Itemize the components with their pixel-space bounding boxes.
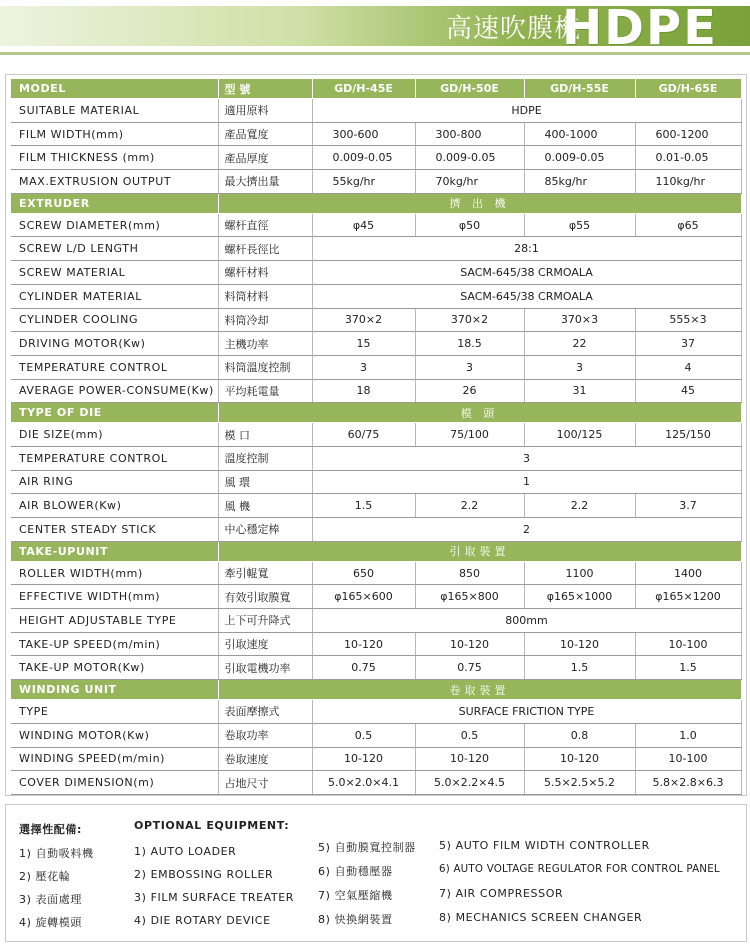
value-cell: 370×3 <box>524 308 635 332</box>
value-cell: 555×3 <box>635 308 741 332</box>
spec-row <box>11 723 741 747</box>
row-label-en: TYPE OF DIE <box>11 403 218 423</box>
row-label-cn: 螺杆長徑比 <box>218 237 312 261</box>
spec-row <box>11 122 741 146</box>
value-cell: 850 <box>415 561 524 585</box>
optional-en-item: 5) AUTO FILM WIDTH CONTROLLER <box>439 839 650 852</box>
row-label-cn: 型 號 <box>218 79 312 99</box>
row-label-en: CYLINDER COOLING <box>11 308 218 332</box>
spec-row <box>11 355 741 379</box>
row-label-cn: 中心穩定棒 <box>218 518 312 542</box>
row-label-en: CENTER STEADY STICK <box>11 518 218 542</box>
optional-en-item: 1) AUTO LOADER <box>134 845 237 858</box>
row-label-en: AIR BLOWER(Kw) <box>11 494 218 518</box>
value-cell: 400-1000 <box>524 122 635 146</box>
row-label-en: CYLINDER MATERIAL <box>11 284 218 308</box>
section-label-cn: 模 頭 <box>218 403 741 423</box>
value-cell: φ45 <box>312 213 415 237</box>
value-cell: φ165×1000 <box>524 585 635 609</box>
value-cell: φ55 <box>524 213 635 237</box>
row-label-cn: 風 環 <box>218 470 312 494</box>
value-cell: 18.5 <box>415 332 524 356</box>
spec-row <box>11 632 741 656</box>
value-cell-merged: 3 <box>312 446 741 470</box>
row-label-en: MODEL <box>11 79 218 99</box>
row-label-cn: 風 機 <box>218 494 312 518</box>
row-label-en: DRIVING MOTOR(Kw) <box>11 332 218 356</box>
value-cell: 5.8×2.8×6.3 <box>635 771 741 795</box>
section-label-cn: 引取裝置 <box>218 541 741 561</box>
value-cell-merged: 1 <box>312 470 741 494</box>
row-label-cn: 平均耗電量 <box>218 379 312 403</box>
value-cell: 10-120 <box>312 632 415 656</box>
value-cell: 3 <box>312 355 415 379</box>
row-label-cn: 料筒溫度控制 <box>218 355 312 379</box>
value-cell: 300-800 <box>415 122 524 146</box>
optional-cn-item: 1) 自動吸料機 <box>19 847 94 860</box>
value-cell: 75/100 <box>415 423 524 447</box>
value-cell: 10-120 <box>312 747 415 771</box>
row-label-en: ROLLER WIDTH(mm) <box>11 561 218 585</box>
row-label-cn: 模 口 <box>218 423 312 447</box>
row-label-en: DIE SIZE(mm) <box>11 423 218 447</box>
value-cell: 1.0 <box>635 723 741 747</box>
value-cell-merged: 800mm <box>312 609 741 633</box>
value-cell: 650 <box>312 561 415 585</box>
value-cell: 125/150 <box>635 423 741 447</box>
row-label-cn: 牽引輥寬 <box>218 561 312 585</box>
spec-row <box>11 609 741 633</box>
row-label-en: WINDING MOTOR(Kw) <box>11 723 218 747</box>
row-label-cn: 產品寬度 <box>218 122 312 146</box>
model-header-cell: GD/H-45E <box>312 79 415 99</box>
optional-cn-item: 3) 表面處理 <box>19 893 82 906</box>
value-cell-merged: SACM-645/38 CRMOALA <box>312 284 741 308</box>
value-cell-merged: HDPE <box>312 99 741 123</box>
value-cell: 0.8 <box>524 723 635 747</box>
row-label-en: TAKE-UPUNIT <box>11 541 218 561</box>
row-label-en: SCREW DIAMETER(mm) <box>11 213 218 237</box>
section-header-row <box>11 79 741 99</box>
page-header <box>0 0 750 62</box>
spec-row <box>11 771 741 795</box>
row-label-en: SUITABLE MATERIAL <box>11 99 218 123</box>
value-cell: φ165×800 <box>415 585 524 609</box>
value-cell: 55kg/hr <box>312 170 415 194</box>
row-label-cn: 卷取功率 <box>218 723 312 747</box>
value-cell: 0.009-0.05 <box>524 146 635 170</box>
spec-row <box>11 146 741 170</box>
section-label-cn: 擠 出 機 <box>218 193 741 213</box>
spec-row <box>11 213 741 237</box>
optional-en-item: 2) EMBOSSING ROLLER <box>134 868 274 881</box>
value-cell: 4 <box>635 355 741 379</box>
spec-row <box>11 470 741 494</box>
value-cell: 1100 <box>524 561 635 585</box>
row-label-en: MAX.EXTRUSION OUTPUT <box>11 170 218 194</box>
section-label-cn: 卷取裝置 <box>218 680 741 700</box>
row-label-en: TYPE <box>11 700 218 724</box>
row-label-en: SCREW L/D LENGTH <box>11 237 218 261</box>
value-cell: 3 <box>415 355 524 379</box>
value-cell: 1.5 <box>635 656 741 680</box>
value-cell: 0.75 <box>415 656 524 680</box>
spec-row <box>11 99 741 123</box>
section-header-row <box>11 680 741 700</box>
value-cell: 10-120 <box>415 632 524 656</box>
optional-equipment-panel <box>5 804 747 942</box>
value-cell: 5.0×2.2×4.5 <box>415 771 524 795</box>
row-label-cn: 主機功率 <box>218 332 312 356</box>
value-cell: 2.2 <box>415 494 524 518</box>
value-cell: 5.0×2.0×4.1 <box>312 771 415 795</box>
optional-cn-item: 6) 自動穩壓器 <box>318 865 393 878</box>
value-cell: 0.5 <box>312 723 415 747</box>
value-cell: 370×2 <box>312 308 415 332</box>
value-cell: 10-100 <box>635 632 741 656</box>
row-label-cn: 產品厚度 <box>218 146 312 170</box>
section-header-row <box>11 541 741 561</box>
value-cell: 0.5 <box>415 723 524 747</box>
row-label-en: AIR RING <box>11 470 218 494</box>
row-label-en: FILM THICKNESS (mm) <box>11 146 218 170</box>
spec-row <box>11 446 741 470</box>
model-header-cell: GD/H-50E <box>415 79 524 99</box>
value-cell: 1.5 <box>524 656 635 680</box>
optional-cn-item: 8) 快換網裝置 <box>318 913 393 926</box>
value-cell-merged: 2 <box>312 518 741 542</box>
row-label-en: TAKE-UP MOTOR(Kw) <box>11 656 218 680</box>
value-cell: 37 <box>635 332 741 356</box>
value-cell: φ165×600 <box>312 585 415 609</box>
value-cell: 1400 <box>635 561 741 585</box>
optional-en-item: 3) FILM SURFACE TREATER <box>134 891 295 904</box>
optional-cn-item: 7) 空氣壓縮機 <box>318 889 393 902</box>
row-label-cn: 料筒冷却 <box>218 308 312 332</box>
optional-en-item: 4) DIE ROTARY DEVICE <box>134 914 271 927</box>
row-label-en: WINDING UNIT <box>11 680 218 700</box>
optional-en-item: 8) MECHANICS SCREEN CHANGER <box>439 911 643 924</box>
optional-heading-en: OPTIONAL EQUIPMENT: <box>134 819 290 832</box>
value-cell: 1.5 <box>312 494 415 518</box>
row-label-cn: 螺杆直徑 <box>218 213 312 237</box>
optional-en-item: 6) AUTO VOLTAGE REGULATOR FOR CONTROL PANEL <box>439 863 720 875</box>
optional-cn-item: 5) 自動膜寬控制器 <box>318 841 416 854</box>
spec-table-panel <box>5 74 747 796</box>
row-label-cn: 上下可升降式 <box>218 609 312 633</box>
value-cell: 370×2 <box>415 308 524 332</box>
value-cell: 0.75 <box>312 656 415 680</box>
value-cell: 18 <box>312 379 415 403</box>
title-english: HDPE <box>562 0 718 56</box>
value-cell: 10-100 <box>635 747 741 771</box>
row-label-cn: 引取電機功率 <box>218 656 312 680</box>
row-label-cn: 引取速度 <box>218 632 312 656</box>
value-cell-merged: SURFACE FRICTION TYPE <box>312 700 741 724</box>
value-cell: 10-120 <box>524 632 635 656</box>
row-label-cn: 溫度控制 <box>218 446 312 470</box>
spec-row <box>11 332 741 356</box>
value-cell: 300-600 <box>312 122 415 146</box>
row-label-en: WINDING SPEED(m/min) <box>11 747 218 771</box>
row-label-cn: 占地尺寸 <box>218 771 312 795</box>
value-cell-merged: 28:1 <box>312 237 741 261</box>
spec-row <box>11 656 741 680</box>
value-cell: 2.2 <box>524 494 635 518</box>
value-cell: φ50 <box>415 213 524 237</box>
value-cell: 3.7 <box>635 494 741 518</box>
row-label-en: TEMPERATURE CONTROL <box>11 446 218 470</box>
value-cell: 110kg/hr <box>635 170 741 194</box>
spec-row <box>11 379 741 403</box>
row-label-en: TAKE-UP SPEED(m/min) <box>11 632 218 656</box>
row-label-en: EFFECTIVE WIDTH(mm) <box>11 585 218 609</box>
value-cell: 600-1200 <box>635 122 741 146</box>
value-cell: 31 <box>524 379 635 403</box>
spec-row <box>11 747 741 771</box>
value-cell: 0.01-0.05 <box>635 146 741 170</box>
value-cell: 0.009-0.05 <box>312 146 415 170</box>
spec-row <box>11 284 741 308</box>
value-cell: 3 <box>524 355 635 379</box>
value-cell: 100/125 <box>524 423 635 447</box>
spec-table <box>11 79 742 795</box>
row-label-en: EXTRUDER <box>11 193 218 213</box>
row-label-cn: 最大擠出量 <box>218 170 312 194</box>
spec-row <box>11 518 741 542</box>
value-cell: φ165×1200 <box>635 585 741 609</box>
row-label-en: COVER DIMENSION(m) <box>11 771 218 795</box>
row-label-cn: 料筒材料 <box>218 284 312 308</box>
spec-row <box>11 423 741 447</box>
row-label-en: AVERAGE POWER-CONSUME(Kw) <box>11 379 218 403</box>
value-cell: 10-120 <box>415 747 524 771</box>
value-cell: 0.009-0.05 <box>415 146 524 170</box>
value-cell: 26 <box>415 379 524 403</box>
row-label-cn: 卷取速度 <box>218 747 312 771</box>
optional-en-item: 7) AIR COMPRESSOR <box>439 887 564 900</box>
value-cell: φ65 <box>635 213 741 237</box>
value-cell: 5.5×2.5×5.2 <box>524 771 635 795</box>
model-header-cell: GD/H-55E <box>524 79 635 99</box>
optional-heading-cn: 選擇性配備: <box>19 823 82 836</box>
value-cell: 45 <box>635 379 741 403</box>
row-label-en: FILM WIDTH(mm) <box>11 122 218 146</box>
model-header-cell: GD/H-65E <box>635 79 741 99</box>
value-cell: 60/75 <box>312 423 415 447</box>
spec-row <box>11 585 741 609</box>
spec-row <box>11 237 741 261</box>
row-label-en: SCREW MATERIAL <box>11 261 218 285</box>
row-label-cn: 有效引取膜寬 <box>218 585 312 609</box>
value-cell: 10-120 <box>524 747 635 771</box>
optional-cn-item: 4) 旋轉模頭 <box>19 916 82 929</box>
section-header-row <box>11 193 741 213</box>
row-label-en: TEMPERATURE CONTROL <box>11 355 218 379</box>
row-label-cn: 表面摩擦式 <box>218 700 312 724</box>
spec-row <box>11 261 741 285</box>
row-label-cn: 螺杆材料 <box>218 261 312 285</box>
optional-cn-item: 2) 壓花輪 <box>19 870 71 883</box>
spec-row <box>11 308 741 332</box>
section-header-row <box>11 403 741 423</box>
value-cell: 22 <box>524 332 635 356</box>
title-chinese: 高速吹膜機 <box>446 14 582 44</box>
value-cell: 70kg/hr <box>415 170 524 194</box>
value-cell: 85kg/hr <box>524 170 635 194</box>
spec-row <box>11 700 741 724</box>
row-label-en: HEIGHT ADJUSTABLE TYPE <box>11 609 218 633</box>
row-label-cn: 適用原料 <box>218 99 312 123</box>
value-cell: 15 <box>312 332 415 356</box>
spec-row <box>11 494 741 518</box>
value-cell-merged: SACM-645/38 CRMOALA <box>312 261 741 285</box>
spec-row <box>11 170 741 194</box>
spec-row <box>11 561 741 585</box>
